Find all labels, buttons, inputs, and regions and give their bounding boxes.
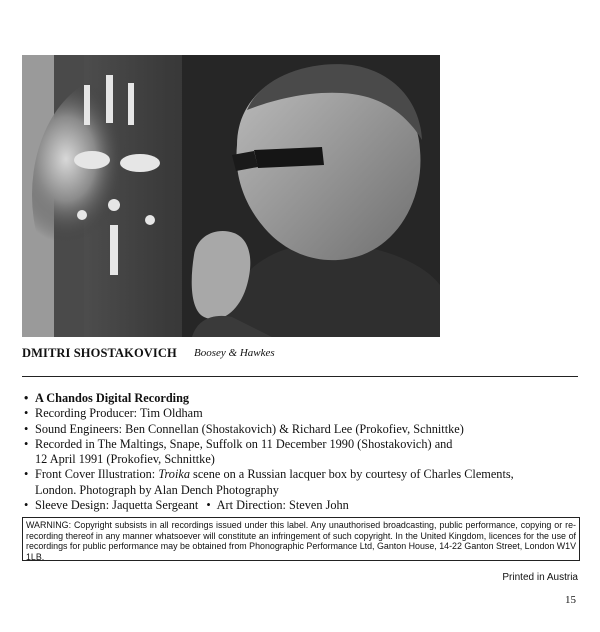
credit-item-producer [24,406,580,421]
bullet-icon: • [24,498,29,513]
publisher-name: Boosey & Hawkes [194,347,275,359]
copyright-warning-text: WARNING: Copyright subsists in all recordings issued under this label. Any unauthorised broadcasting, public performance, copying or re-recording thereof in any manner whatsoever will constitute an infringement of such copyright. In the United Kingdom, licences for the use of recordings for public performance may be obtained from Phonographic Performance Ltd, Ganton House, 14-22 Ganton Street, London W1V 1LB. [26,520,576,562]
copyright-warning-box [22,517,580,561]
credit-text-prefix: Front Cover Illustration: [35,467,159,482]
credit-text-italic: Troika [158,467,190,482]
bullet-icon: • [24,391,29,405]
credit-text-line2: 12 April 1991 (Prokofiev, Schnittke) [35,452,215,467]
credit-text-line2: London. Photograph by Alan Dench Photography [35,482,279,497]
bullet-icon: • [24,436,29,451]
composer-photograph [22,55,440,337]
bullet-icon: • [24,467,29,482]
credit-text: Sound Engineers: Ben Connellan (Shostakovich) & Richard Lee (Prokofiev, Schnittke) [35,421,464,436]
credit-item-cover [24,467,580,498]
credit-item-design [24,498,580,513]
credit-item-engineers [24,422,580,437]
page-number: 15 [565,594,576,606]
composer-name: DMITRI SHOSTAKOVICH [22,346,177,360]
credit-item-recorded [24,437,580,468]
horizontal-divider [22,376,578,377]
credit-text-suffix: scene on a Russian lacquer box by courtesy of Charles Clements, [189,467,514,482]
bullet-icon: • [206,498,211,513]
credit-text-line1: Recorded in The Maltings, Snape, Suffolk on 11 December 1990 (Shostakovich) and [35,436,453,451]
credit-text-2: Art Direction: Steven John [216,498,349,513]
bullet-icon: • [24,421,29,436]
printed-in-label: Printed in Austria [502,572,578,583]
bullet-icon: • [24,406,29,421]
portrait-image [22,55,440,337]
photo-caption [22,346,582,364]
credit-text: A Chandos Digital Recording [35,391,190,405]
credit-text: Sleeve Design: Jaquetta Sergeant [35,498,199,513]
credit-text: Recording Producer: Tim Oldham [35,406,203,421]
credits-list [24,391,580,513]
credit-item-chandos [24,391,580,406]
